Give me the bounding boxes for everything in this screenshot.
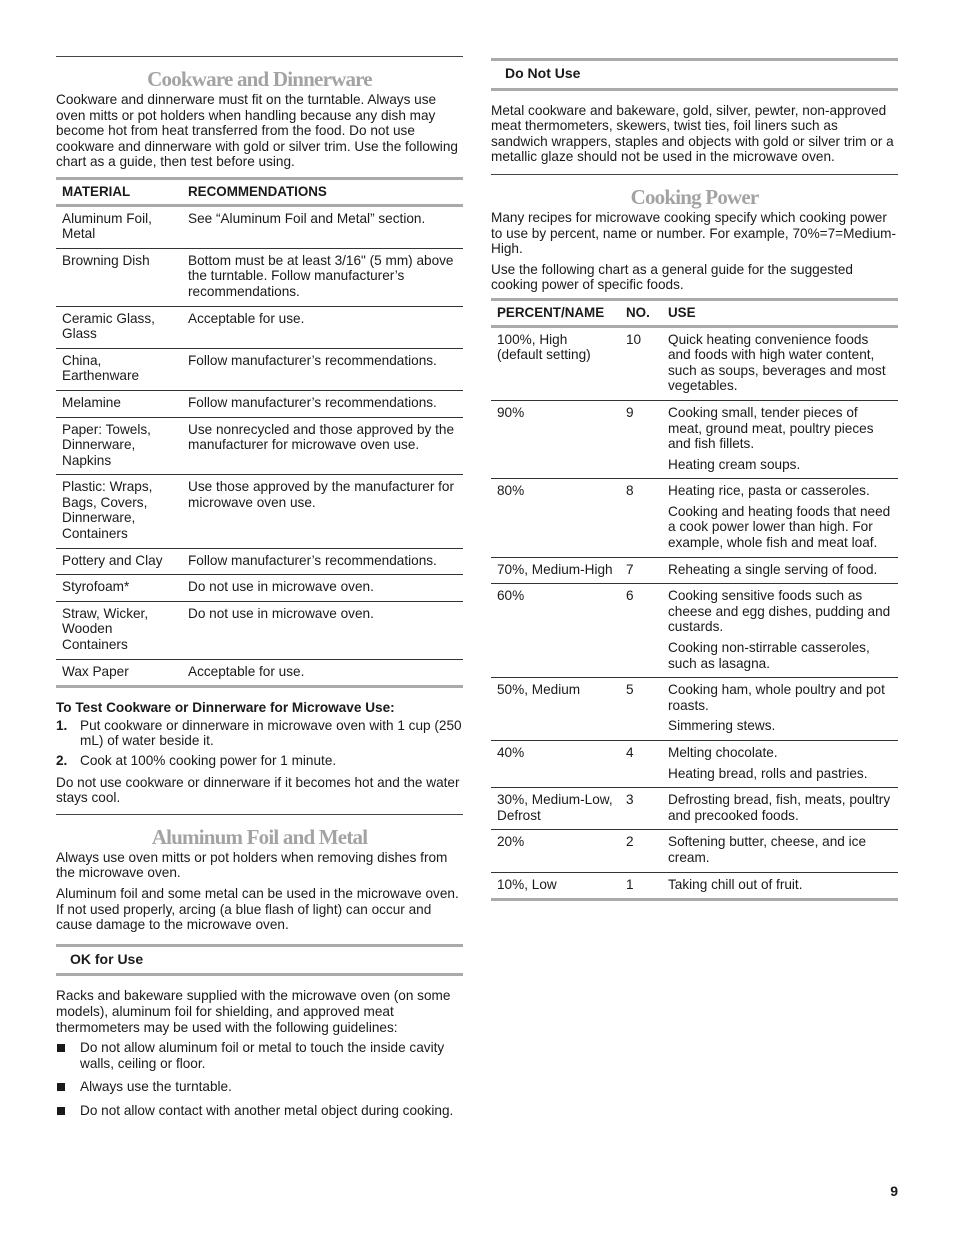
list-item	[56, 1103, 463, 1119]
power-number-cell: 5	[620, 678, 662, 741]
step-text: Cook at 100% cooking power for 1 minute.	[80, 753, 337, 768]
step-text: Put cookware or dinnerware in microwave oven with 1 cup (250 mL) of water beside it.	[80, 717, 462, 749]
use-text: Reheating a single serving of food.	[668, 561, 878, 577]
use-text: Simmering stews.	[668, 718, 776, 734]
table-row	[491, 678, 898, 741]
table-row	[491, 557, 898, 584]
percent-name-cell: 100%, High (default setting)	[491, 326, 620, 400]
square-bullet-icon	[57, 1044, 65, 1052]
use-text: Cooking ham, whole poultry and pot roasts.	[668, 682, 885, 713]
cookware-table-body	[56, 205, 463, 687]
cooking-power-title: Cooking Power	[630, 184, 759, 209]
cooking-power-paragraph-2: Use the following chart as a general guide for the suggested cooking power of specific foods.	[491, 261, 853, 293]
material-cell: Melamine	[56, 390, 182, 417]
bullet-text: Always use the turntable.	[80, 1079, 232, 1095]
recommendation-cell: See “Aluminum Foil and Metal” section.	[182, 205, 463, 248]
percent-name-cell: 50%, Medium	[491, 678, 620, 741]
material-cell: Ceramic Glass, Glass	[56, 306, 182, 348]
use-text: Heating rice, pasta or casseroles.	[668, 483, 870, 499]
column-header-number: NO.	[620, 299, 662, 326]
square-bullet-icon	[57, 1107, 65, 1115]
column-header-material: MATERIAL	[56, 178, 182, 205]
power-number-cell: 4	[620, 741, 662, 788]
material-cell: Pottery and Clay	[56, 548, 182, 575]
list-item	[56, 753, 463, 769]
table-row	[56, 601, 463, 659]
step-number: 1.	[56, 717, 68, 733]
cookware-title: Cookware and Dinnerware	[147, 67, 372, 91]
cooking-power-table	[491, 298, 898, 901]
use-text: Cooking non-stirrable casseroles, such as lasagna.	[668, 640, 870, 671]
use-cell	[662, 788, 898, 830]
table-row	[56, 205, 463, 248]
list-item	[56, 1079, 463, 1095]
table-row	[491, 479, 898, 557]
section-divider	[56, 56, 463, 57]
bullet-text: Do not allow aluminum foil or metal to touch the inside cavity walls, ceiling or floor.	[80, 1040, 445, 1071]
use-text: Quick heating convenience foods and foods with high water content, such as soups, beverages and most vegetables.	[668, 331, 886, 394]
table-row	[491, 584, 898, 678]
table-row	[56, 475, 463, 548]
percent-name-cell: 20%	[491, 830, 620, 872]
section-divider	[491, 174, 898, 175]
use-cell	[662, 400, 898, 478]
use-text: Melting chocolate.	[668, 745, 778, 760]
use-cell	[662, 830, 898, 872]
do-not-use-heading: Do Not Use	[491, 58, 898, 91]
power-number-cell: 9	[620, 400, 662, 478]
material-cell: Aluminum Foil, Metal	[56, 205, 182, 248]
table-row	[491, 326, 898, 400]
table-row	[491, 400, 898, 478]
table-row	[491, 830, 898, 872]
step-number: 2.	[56, 753, 68, 768]
power-number-cell: 6	[620, 584, 662, 678]
use-text: Softening butter, cheese, and ice cream.	[668, 834, 867, 865]
material-cell: Straw, Wicker, Wooden Containers	[56, 601, 182, 659]
cooking-power-table-body	[491, 326, 898, 900]
use-cell	[662, 479, 898, 557]
left-column	[56, 56, 463, 1127]
table-row	[56, 659, 463, 687]
table-row	[56, 348, 463, 390]
table-row	[56, 417, 463, 475]
table-row	[56, 306, 463, 348]
power-number-cell: 1	[620, 872, 662, 900]
recommendation-cell: Acceptable for use.	[182, 306, 463, 348]
recommendation-cell: Bottom must be at least 3/16" (5 mm) above the turntable. Follow manufacturer’s recommendations.	[182, 248, 463, 306]
list-item	[56, 1040, 463, 1071]
use-text: Taking chill out of fruit.	[668, 876, 803, 892]
test-steps-list	[56, 718, 463, 769]
recommendation-cell: Use those approved by the manufacturer for microwave oven use.	[182, 475, 463, 548]
cookware-table	[56, 177, 463, 688]
material-cell: Wax Paper	[56, 659, 182, 687]
use-text: Heating cream soups.	[668, 456, 801, 472]
recommendation-cell: Acceptable for use.	[182, 659, 463, 687]
do-not-use-text: Metal cookware and bakeware, gold, silver, pewter, non-approved meat thermometers, skewers, twist ties, foil liners such as sandwich wrappers, staples and objects with gold or silver trim or a metallic glaze should not be used in the microwave oven.	[491, 102, 894, 165]
test-heading: To Test Cookware or Dinnerware for Microwave Use:	[56, 700, 395, 716]
use-cell	[662, 741, 898, 788]
percent-name-cell: 80%	[491, 479, 620, 557]
power-number-cell: 2	[620, 830, 662, 872]
recommendation-cell: Do not use in microwave oven.	[182, 601, 463, 659]
table-header-row	[56, 178, 463, 205]
right-column	[491, 58, 898, 901]
use-text: Defrosting bread, fish, meats, poultry and precooked foods.	[668, 792, 891, 823]
recommendation-cell: Follow manufacturer’s recommendations.	[182, 348, 463, 390]
percent-name-cell: 10%, Low	[491, 872, 620, 900]
percent-name-cell: 30%, Medium-Low, Defrost	[491, 788, 620, 830]
square-bullet-icon	[57, 1083, 65, 1091]
recommendation-cell: Do not use in microwave oven.	[182, 575, 463, 602]
material-cell: Plastic: Wraps, Bags, Covers, Dinnerware, Containers	[56, 475, 182, 548]
table-header-row	[491, 299, 898, 326]
material-cell: Styrofoam*	[56, 575, 182, 602]
aluminum-title: Aluminum Foil and Metal	[151, 824, 368, 849]
use-cell	[662, 678, 898, 741]
power-number-cell: 3	[620, 788, 662, 830]
column-header-percent-name: PERCENT/NAME	[491, 299, 620, 326]
material-cell: China, Earthenware	[56, 348, 182, 390]
ok-for-use-bullets	[56, 1040, 463, 1118]
table-row	[56, 390, 463, 417]
aluminum-paragraph-2: Aluminum foil and some metal can be used in the microwave oven. If not used properly, arcing (a blue flash of light) can occur and cause damage to the microwave oven.	[56, 885, 459, 933]
use-text: Cooking and heating foods that need a cook power lower than high. For example, whole fish and meat loaf.	[668, 503, 891, 551]
table-row	[491, 741, 898, 788]
table-row	[491, 788, 898, 830]
use-text: Cooking sensitive foods such as cheese and egg dishes, pudding and custards.	[668, 588, 891, 635]
recommendation-cell: Follow manufacturer’s recommendations.	[182, 548, 463, 575]
material-cell: Paper: Towels, Dinnerware, Napkins	[56, 417, 182, 475]
power-number-cell: 7	[620, 557, 662, 584]
use-text: Heating bread, rolls and pastries.	[668, 765, 868, 781]
percent-name-cell: 60%	[491, 584, 620, 678]
recommendation-cell: Follow manufacturer’s recommendations.	[182, 390, 463, 417]
percent-name-cell: 40%	[491, 741, 620, 788]
percent-name-cell: 90%	[491, 400, 620, 478]
power-number-cell: 8	[620, 479, 662, 557]
ok-for-use-heading: OK for Use	[56, 944, 463, 977]
test-note: Do not use cookware or dinnerware if it becomes hot and the water stays cool.	[56, 774, 460, 806]
use-cell	[662, 872, 898, 900]
use-text: Cooking small, tender pieces of meat, ground meat, poultry pieces and fish fillets.	[668, 404, 874, 452]
recommendation-cell: Use nonrecycled and those approved by the manufacturer for microwave oven use.	[182, 417, 463, 475]
bullet-text: Do not allow contact with another metal object during cooking.	[80, 1102, 454, 1118]
page-number: 9	[890, 1183, 898, 1199]
use-cell	[662, 326, 898, 400]
list-item	[56, 718, 463, 749]
power-number-cell: 10	[620, 326, 662, 400]
cookware-intro: Cookware and dinnerware must fit on the turntable. Always use oven mitts or pot holders when handling because any dish may become hot from heat transferred from the food. Do not use cookware and dinnerware with gold or silver trim. Use the following chart as a guide, then test before using.	[56, 92, 458, 170]
section-divider	[56, 814, 463, 815]
table-row	[56, 548, 463, 575]
aluminum-paragraph-1: Always use oven mitts or pot holders when removing dishes from the microwave oven.	[56, 849, 448, 881]
use-cell	[662, 584, 898, 678]
cooking-power-paragraph-1: Many recipes for microwave cooking specify which cooking power to use by percent, name or number. For example, 70%=7=Medium-High.	[491, 209, 896, 257]
use-cell	[662, 557, 898, 584]
ok-for-use-text: Racks and bakeware supplied with the microwave oven (on some models), aluminum foil for shielding, and approved meat thermometers may be used with the following guidelines:	[56, 988, 451, 1035]
table-row	[56, 575, 463, 602]
column-header-use: USE	[662, 299, 898, 326]
table-row	[56, 248, 463, 306]
table-row	[491, 872, 898, 900]
column-header-recommendations: RECOMMENDATIONS	[182, 178, 463, 205]
material-cell: Browning Dish	[56, 248, 182, 306]
percent-name-cell: 70%, Medium-High	[491, 557, 620, 584]
